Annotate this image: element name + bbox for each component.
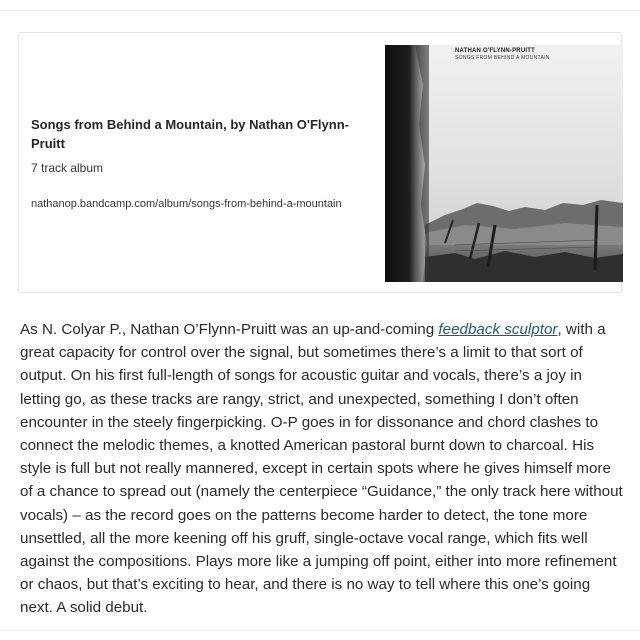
- album-cover-photo: [385, 45, 623, 282]
- album-cover-image[interactable]: [385, 45, 623, 282]
- feedback-sculptor-link[interactable]: feedback sculptor: [438, 321, 558, 338]
- cover-artist-text: NATHAN O'FLYNN-PRUITT: [455, 48, 535, 54]
- review-intro: As N. Colyar P., Nathan O’Flynn-Pruitt was an up-and-coming: [20, 321, 439, 338]
- top-divider: [0, 10, 640, 11]
- bandcamp-embed-card[interactable]: [18, 32, 622, 293]
- review-body: , with a great capacity for control over the signal, but sometimes there’s a limit to that sort of output. On his first full-length of songs for acoustic guitar and vocals, there’s a joy in letting go, as these tracks are rangy, strict, and unexpected, something I don’t often encounter in the steely fingerpicking. O-P goes in for dissonance and chord clashes to connect the melodic themes, a knotted American pastoral burnt down to charcoal. His style is full but not really mannered, except in certain spots where he gives himself more of a chance to spread out (namely the centerpiece “Guidance,” the only track here without vocals) – as the record goes on the patterns become harder to detect, the tone more unsettled, all the more keening off his gruff, single-octave vocal range, which fits well against the compositions. Plays more like a jumping off point, either into more refinement or chaos, but that’s exciting to hear, and there is no way to tell where this one’s going next. A solid debut.: [20, 321, 623, 617]
- review-paragraph: [20, 318, 624, 620]
- embed-url-link[interactable]: nathanop.bandcamp.com/album/songs-from-behind-a-mountain: [31, 198, 342, 210]
- embed-track-count: 7 track album: [31, 161, 104, 175]
- bottom-divider: [0, 630, 640, 631]
- cover-album-text: SONGS FROM BEHIND A MOUNTAIN: [455, 55, 550, 61]
- embed-text-block: [31, 115, 371, 211]
- embed-title-link[interactable]: Songs from Behind a Mountain, by Nathan O'Flynn-Pruitt: [31, 117, 349, 151]
